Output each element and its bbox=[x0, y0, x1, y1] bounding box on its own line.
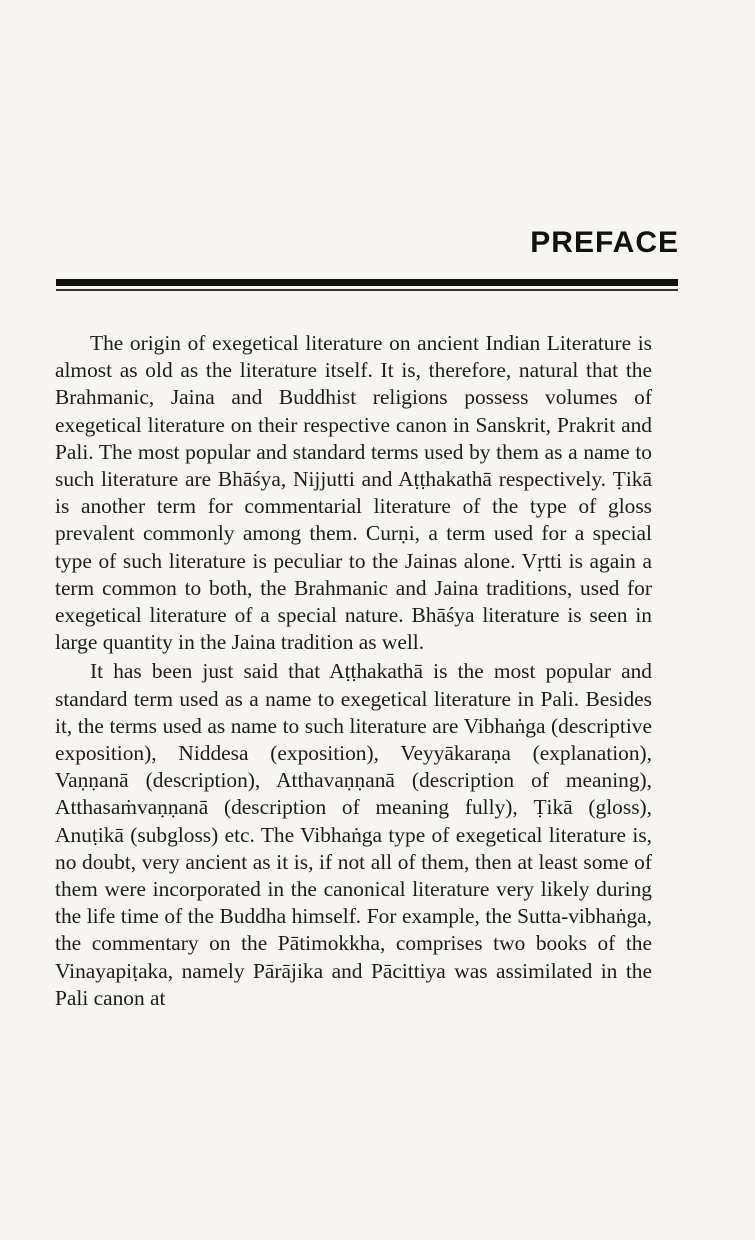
title-rule-thin bbox=[56, 289, 678, 291]
paragraph-1: The origin of exegetical literature on ancient Indian Literature is almost as old as the literature itself. It is, therefore, natural that the Brahmanic, Jaina and Buddhist religions possess volumes of exegetical literature on their respective canon in Sanskrit, Prakrit and Pali. The most popular and standard terms used by them as a name to such literature are Bhāśya, Nijjutti and Aṭṭhakathā respectively. Ṭikā is another term for commentarial literature of the type of gloss prevalent commonly among them. Curṇi, a term used for a special type of such literature is peculiar to the Jainas alone. Vṛtti is again a term common to both, the Brahmanic and Jaina traditions, used for exegetical literature of a special nature. Bhāśya literature is seen in large quantity in the Jaina tradition as well. bbox=[55, 331, 652, 655]
title-rule-thick bbox=[56, 279, 678, 286]
body-text bbox=[55, 330, 652, 1012]
paragraph-2: It has been just said that Aṭṭhakathā is the most popular and standard term used as a name to exegetical literature in Pali. Besides it, the terms used as name to such literature are Vibhaṅga (descriptive exposition), Niddesa (exposition), Veyyākaraṇa (explanation), Vaṇṇanā (description), Atthavaṇṇanā (description of meaning), Atthasaṁvaṇṇanā (description of meaning fully), Ṭikā (gloss), Anuṭikā (subgloss) etc. The Vibhaṅga type of exegetical literature is, no doubt, very ancient as it is, if not all of them, then at least some of them were incorporated in the canonical literature very likely during the life time of the Buddha himself. For example, the Sutta-vibhaṅga, the commentary on the Pātimokkha, comprises two books of the Vinayapiṭaka, namely Pārājika and Pācittiya was assimilated in the Pali canon at bbox=[55, 659, 652, 1010]
page-title: PREFACE bbox=[530, 226, 679, 259]
